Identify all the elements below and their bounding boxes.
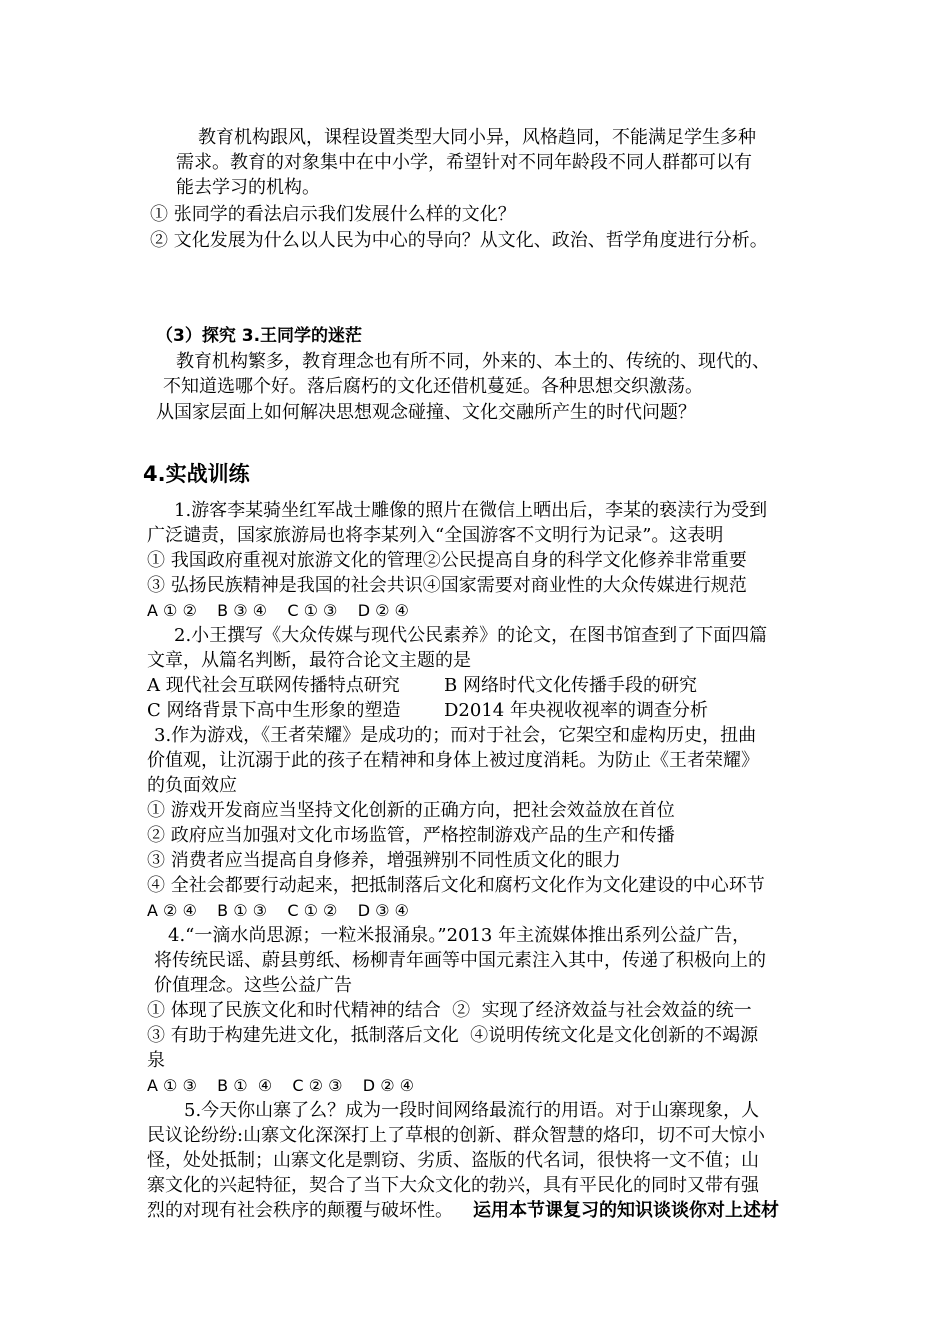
q4-option: ③ 有助于构建先进文化，抵制落后文化 ④说明传统文化是文化创新的不竭源	[147, 1025, 759, 1046]
q2-choice-b: B 网络时代文化传播手段的研究	[444, 675, 697, 696]
q2-line: 2.小王撰写《大众传媒与现代公民素养》的论文，在图书馆查到了下面四篇	[174, 625, 768, 646]
q5-line: 寨文化的兴起特征，契合了当下大众文化的勃兴，具有平民化的同时又带有强	[147, 1175, 759, 1196]
para-line: 教育机构繁多，教育理念也有所不同，外来的、本土的、传统的、现代的、	[176, 351, 770, 372]
q4-option: ① 体现了民族文化和时代精神的结合 ② 实现了经济效益与社会效益的统一	[147, 1000, 752, 1021]
q1-option: ③ 弘扬民族精神是我国的社会共识④国家需要对商业性的大众传媒进行规范	[147, 575, 747, 596]
q1-choices: A ① ② B ③ ④ C ① ③ D ② ④	[147, 601, 409, 620]
q5-line	[147, 1199, 779, 1223]
q3-option: ③ 消费者应当提高自身修养，增强辨别不同性质文化的眼力	[147, 850, 621, 871]
para-line: 不知道选哪个好。落后腐朽的文化还借机蔓延。各种思想交织激荡。	[163, 376, 703, 397]
para-line: 能去学习的机构。	[176, 177, 320, 198]
q2-choice-a: A 现代社会互联网传播特点研究	[147, 675, 400, 696]
q4-choices: A ① ③ B ① ④ C ② ③ D ② ④	[147, 1076, 414, 1095]
q4-line: 4.“一滴水尚思源；一粒米报涌泉。”2013 年主流媒体推出系列公益广告，	[168, 925, 751, 946]
q5-line: 民议论纷纷:山寨文化深深打上了草根的创新、群众智慧的烙印，切不可大惊小	[147, 1125, 766, 1146]
q4-option: 泉	[147, 1050, 165, 1071]
q3-line: 的负面效应	[147, 775, 237, 796]
section-heading-practice: 4.实战训练	[143, 462, 250, 486]
q2-line: 文章，从篇名判断，最符合论文主题的是	[147, 650, 471, 671]
para-line: 需求。教育的对象集中在中小学，希望针对不同年龄段不同人群都可以有	[176, 152, 752, 173]
q4-line: 价值理念。这些公益广告	[154, 975, 352, 996]
q3-line: 3.作为游戏，《王者荣耀》是成功的；而对于社会，它架空和虚构历史，扭曲	[154, 725, 757, 746]
q5-prompt: 运用本节课复习的知识谈谈你对上述材	[473, 1200, 779, 1221]
question-1: ① 张同学的看法启示我们发展什么样的文化？	[150, 204, 516, 225]
q5-line-text: 烈的对现有社会秩序的颠覆与破坏性。	[147, 1200, 453, 1221]
q1-line: 1.游客李某骑坐红军战士雕像的照片在微信上晒出后，李某的亵渎行为受到	[174, 500, 768, 521]
q3-choices: A ② ④ B ① ③ C ① ② D ③ ④	[147, 901, 409, 920]
q1-line: 广泛谴责，国家旅游局也将李某列入“全国游客不文明行为记录”。这表明	[147, 525, 724, 546]
q3-line: 价值观，让沉溺于此的孩子在精神和身体上被过度消耗。为防止《王者荣耀》	[147, 750, 759, 771]
q3-option: ② 政府应当加强对文化市场监管，严格控制游戏产品的生产和传播	[147, 825, 675, 846]
q5-line: 怪，处处抵制；山寨文化是剽窃、劣质、盗版的代名词，很快将一文不值；山	[147, 1150, 759, 1171]
section-title-explore-3: （3）探究 3.王同学的迷茫	[156, 326, 363, 346]
question-2: ② 文化发展为什么以人民为中心的导向？从文化、政治、哲学角度进行分析。	[150, 230, 768, 251]
q2-choice-d: D2014 年央视收视率的调查分析	[444, 700, 708, 721]
question-line: 从国家层面上如何解决思想观念碰撞、文化交融所产生的时代问题？	[156, 402, 696, 423]
para-line: 教育机构跟风，课程设置类型大同小异，风格趋同，不能满足学生多种	[198, 127, 756, 148]
q3-option: ① 游戏开发商应当坚持文化创新的正确方向，把社会效益放在首位	[147, 800, 675, 821]
q2-choice-c: C 网络背景下高中生形象的塑造	[147, 700, 401, 721]
q5-line: 5.今天你山寨了么？成为一段时间网络最流行的用语。对于山寨现象，人	[184, 1100, 760, 1121]
q3-option: ④ 全社会都要行动起来，把抵制落后文化和腐朽文化作为文化建设的中心环节	[147, 875, 765, 896]
q4-line: 将传统民谣、蔚县剪纸、杨柳青年画等中国元素注入其中，传递了积极向上的	[154, 950, 766, 971]
q1-option: ① 我国政府重视对旅游文化的管理②公民提高自身的科学文化修养非常重要	[147, 550, 747, 571]
